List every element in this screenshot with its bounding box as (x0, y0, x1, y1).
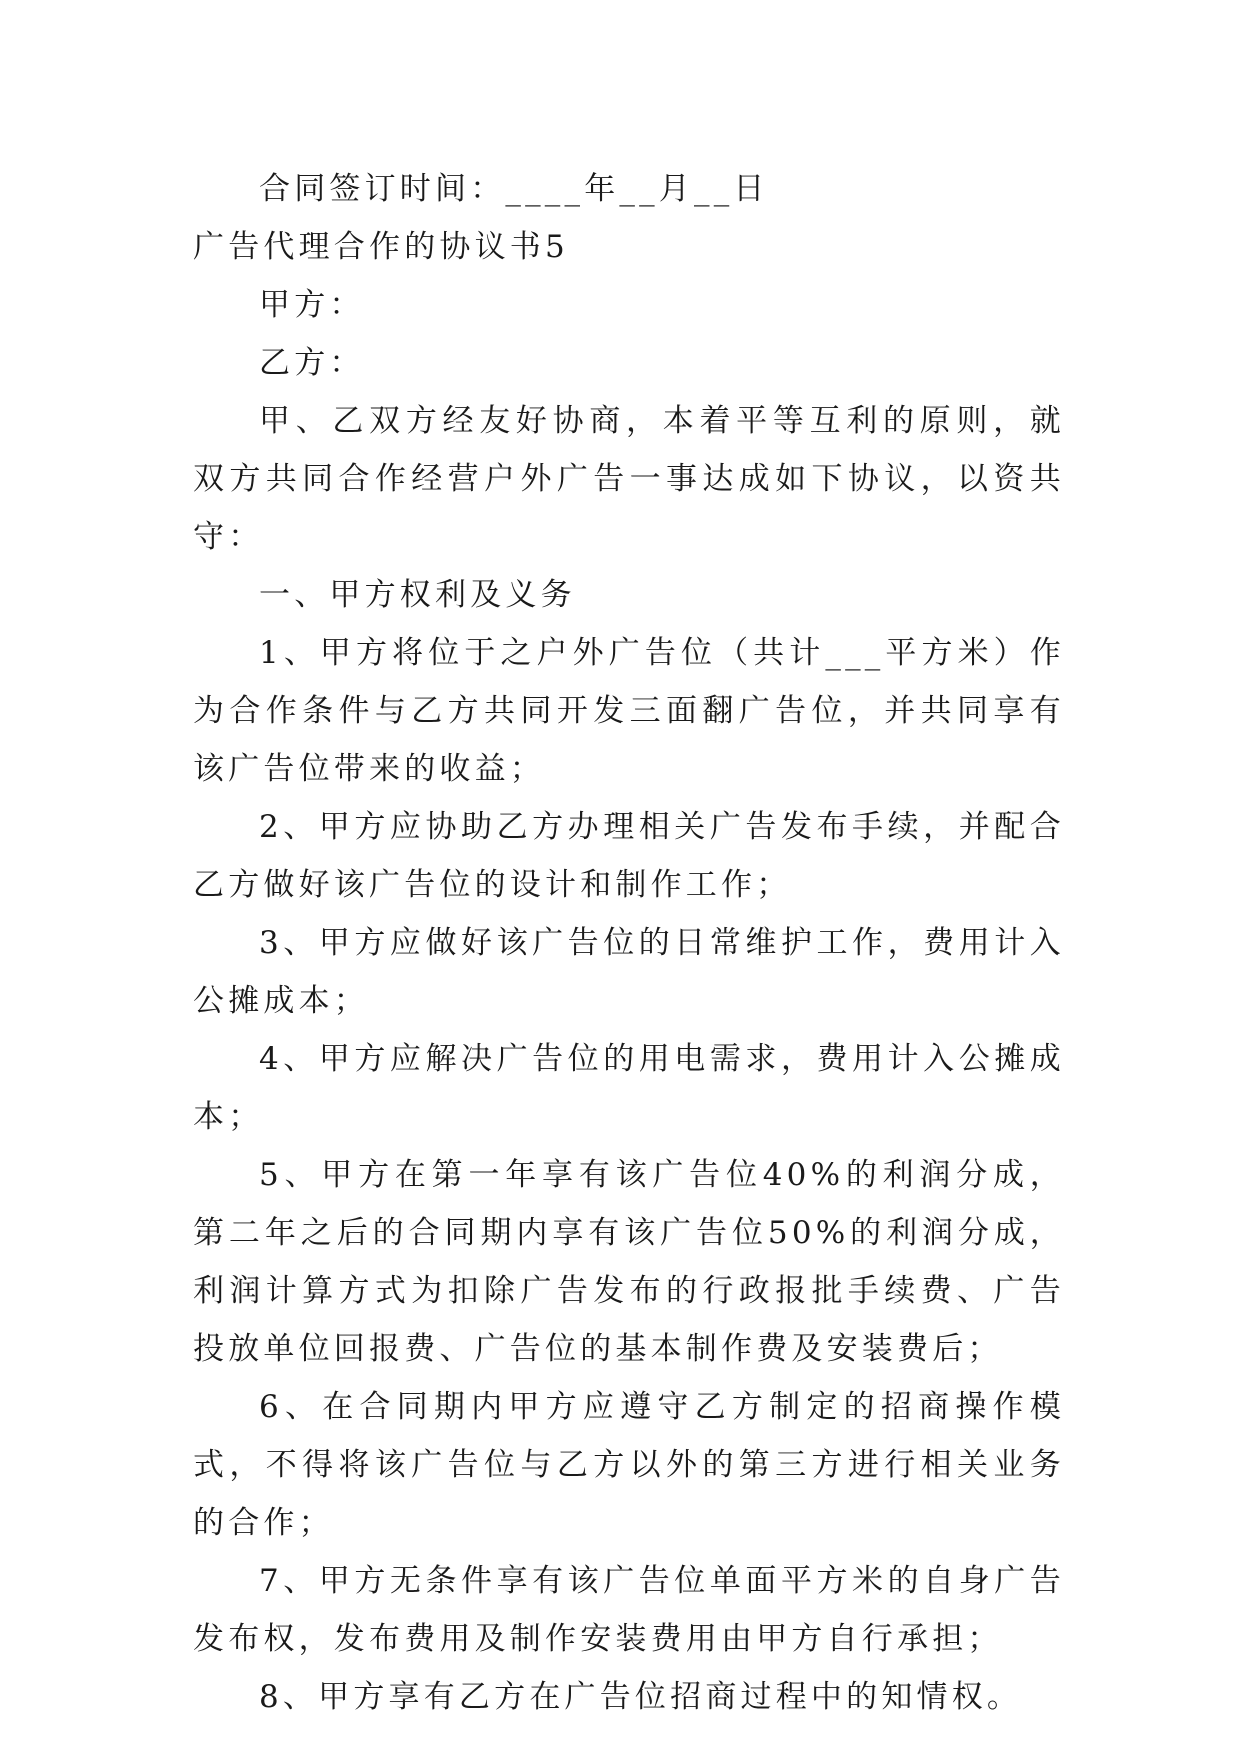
clause-paragraph: 5、甲方在第一年享有该广告位40%的利润分成，第二年之后的合同期内享有该广告位50%的利润分成，利润计算方式为扣除广告发布的行政报批手续费、广告投放单位回报费、广告位的基本制作费及安装费后； (193, 1157, 1065, 1367)
party-a-line: 甲方： (259, 287, 365, 323)
signing-date-line: 合同签订时间：____年__月__日 (259, 171, 769, 207)
clause-paragraph: 6、在合同期内甲方应遵守乙方制定的招商操作模式，不得将该广告位与乙方以外的第三方进行相关业务的合作； (193, 1389, 1065, 1541)
clause-paragraph: 8、甲方享有乙方在广告位招商过程中的知情权。 (259, 1679, 1023, 1715)
clause-paragraph: 1、甲方将位于之户外广告位（共计___平方米）作为合作条件与乙方共同开发三面翻广告位，并共同享有该广告位带来的收益； (193, 635, 1065, 787)
clause-paragraph: 7、甲方无条件享有该广告位单面平方米的自身广告发布权，发布费用及制作安装费用由甲方自行承担； (193, 1563, 1065, 1657)
document-body (193, 160, 1065, 1726)
preamble-paragraph: 甲、乙双方经友好协商，本着平等互利的原则，就双方共同合作经营户外广告一事达成如下协议，以资共守： (193, 403, 1065, 555)
party-b-line: 乙方： (259, 345, 365, 381)
section-heading: 一、甲方权利及义务 (259, 577, 576, 613)
clause-paragraph: 2、甲方应协助乙方办理相关广告发布手续，并配合乙方做好该广告位的设计和制作工作； (193, 809, 1065, 903)
clause-paragraph: 3、甲方应做好该广告位的日常维护工作，费用计入公摊成本； (193, 925, 1065, 1019)
document-title: 广告代理合作的协议书5 (193, 229, 569, 265)
clause-paragraph: 4、甲方应解决广告位的用电需求，费用计入公摊成本； (193, 1041, 1065, 1135)
